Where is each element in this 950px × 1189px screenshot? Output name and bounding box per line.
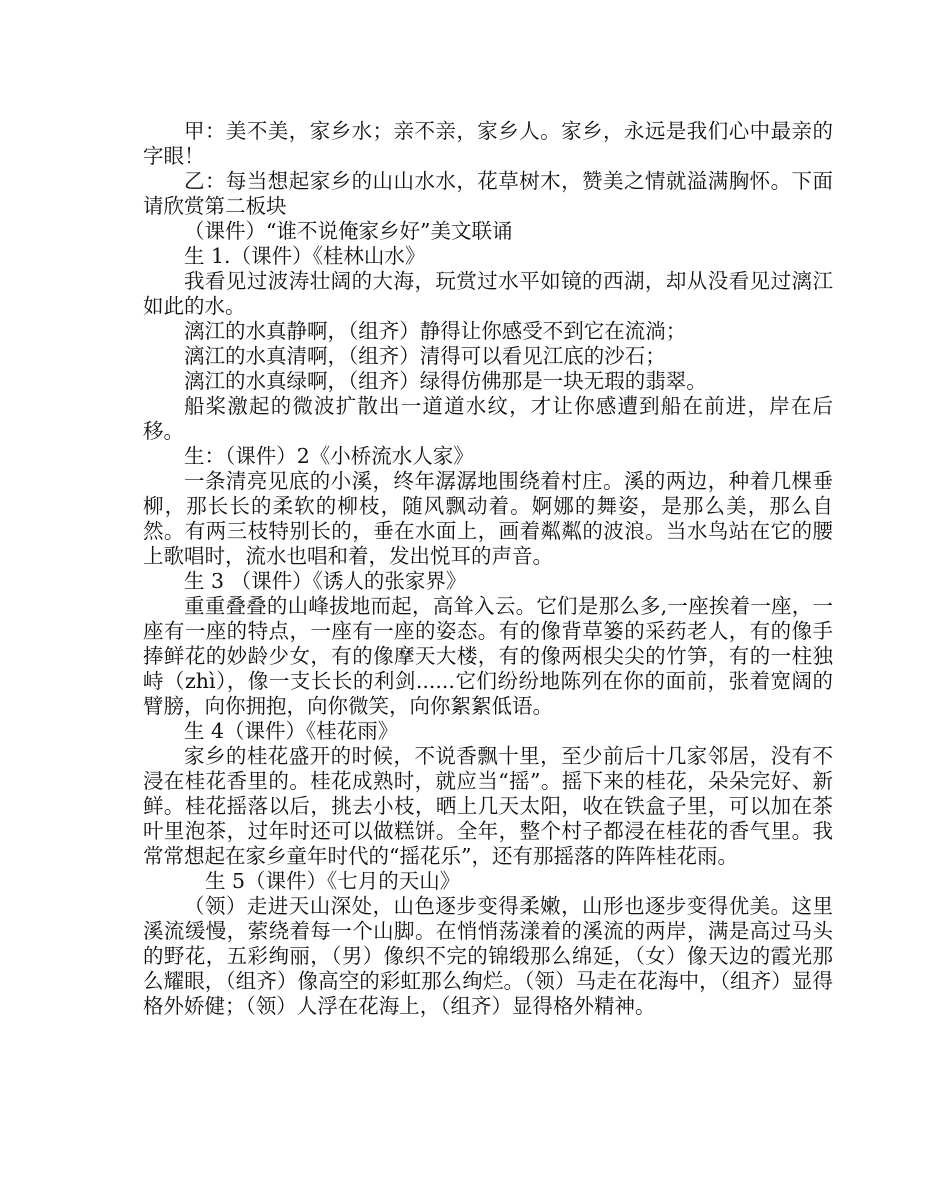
paragraph-guilin: 我看见过波涛壮阔的大海，玩赏过水平如镜的西湖，却从没看见过漓江如此的水。 — [143, 269, 833, 318]
paragraph-lijiang-green: 漓江的水真绿啊，（组齐）绿得仿佛那是一块无瑕的翡翠。 — [184, 369, 707, 393]
section-heading: （课件）“谁不说俺家乡好”美文联诵 — [184, 219, 513, 243]
paragraph-intro-yi: 乙：每当想起家乡的山山水水，花草树木，赞美之情就溢满胸怀。下面请欣赏第二板块 — [143, 169, 833, 218]
paragraph-boat: 船桨激起的微波扩散出一道道水纹，才让你感遭到船在前进，岸在后移。 — [143, 394, 833, 443]
student-3-heading: 生 3 （课件）《诱人的张家界》 — [184, 569, 467, 593]
paragraph-osmanthus: 家乡的桂花盛开的时候，不说香飘十里，至少前后十几家邻居，没有不浸在桂花香里的。桂花成熟时，就应当“摇”。摇下来的桂花，朵朵完好、新鲜。桂花摇落以后，挑去小枝，晒上几天太阳，收在铁盒子里，可以加在茶叶里泡茶，过年时还可以做糕饼。全年，整个村子都浸在桂花的香气里。我常常想起在家乡童年时代的“摇花乐”，还有那摇落的阵阵桂花雨。 — [143, 744, 833, 868]
paragraph-lijiang-clear: 漓江的水真清啊，（组齐）清得可以看见江底的沙石； — [184, 344, 666, 368]
paragraph-tianshan: （领）走进天山深处，山色逐步变得柔嫩，山形也逐步变得优美。这里溪流缓慢，萦绕着每一个山脚。在悄悄荡漾着的溪流的两岸，满是高过马头的野花，五彩绚丽，（男）像织不完的锦缎那么绵延，（女）像天边的霞光那么耀眼，（组齐）像高空的彩虹那么绚烂。（领）马走在花海中，（组齐）显得格外娇健；（领）人浮在花海上，（组齐）显得格外精神。 — [143, 894, 833, 1018]
student-4-heading: 生 4（课件）《桂花雨》 — [184, 719, 399, 743]
document-page — [143, 119, 833, 1019]
student-1-heading: 生 1.（课件）《桂林山水》 — [184, 244, 426, 268]
paragraph-lijiang-quiet: 漓江的水真静啊，（组齐）静得让你感受不到它在流淌； — [184, 319, 687, 343]
paragraph-intro-jia: 甲：美不美，家乡水；亲不亲，家乡人。家乡，永远是我们心中最亲的字眼！ — [143, 119, 833, 168]
student-5-heading: 生 5（课件）《七月的天山》 — [205, 869, 461, 893]
paragraph-stream: 一条清亮见底的小溪，终年潺潺地围绕着村庄。溪的两边，种着几棵垂柳，那长长的柔软的柳枝，随风飘动着。婀娜的舞姿，是那么美，那么自然。有两三枝特别长的，垂在水面上，画着粼粼的波浪。当水鸟站在它的腰上歌唱时，流水也唱和着，发出悦耳的声音。 — [143, 469, 833, 568]
paragraph-zhangjiajie: 重重叠叠的山峰拔地而起，高耸入云。它们是那么多,一座挨着一座，一座有一座的特点，一座有一座的姿态。有的像背草篓的采药老人，有的像手捧鲜花的妙龄少女，有的像摩天大楼，有的像两根尖尖的竹笋，有的一柱独峙（zhì），像一支长长的利剑......它们纷纷地陈列在你的面前，张着宽阔的臂膀，向你拥抱，向你微笑，向你絮絮低语。 — [143, 594, 833, 718]
student-2-heading: 生：（课件）2《小桥流水人家》 — [184, 444, 474, 468]
